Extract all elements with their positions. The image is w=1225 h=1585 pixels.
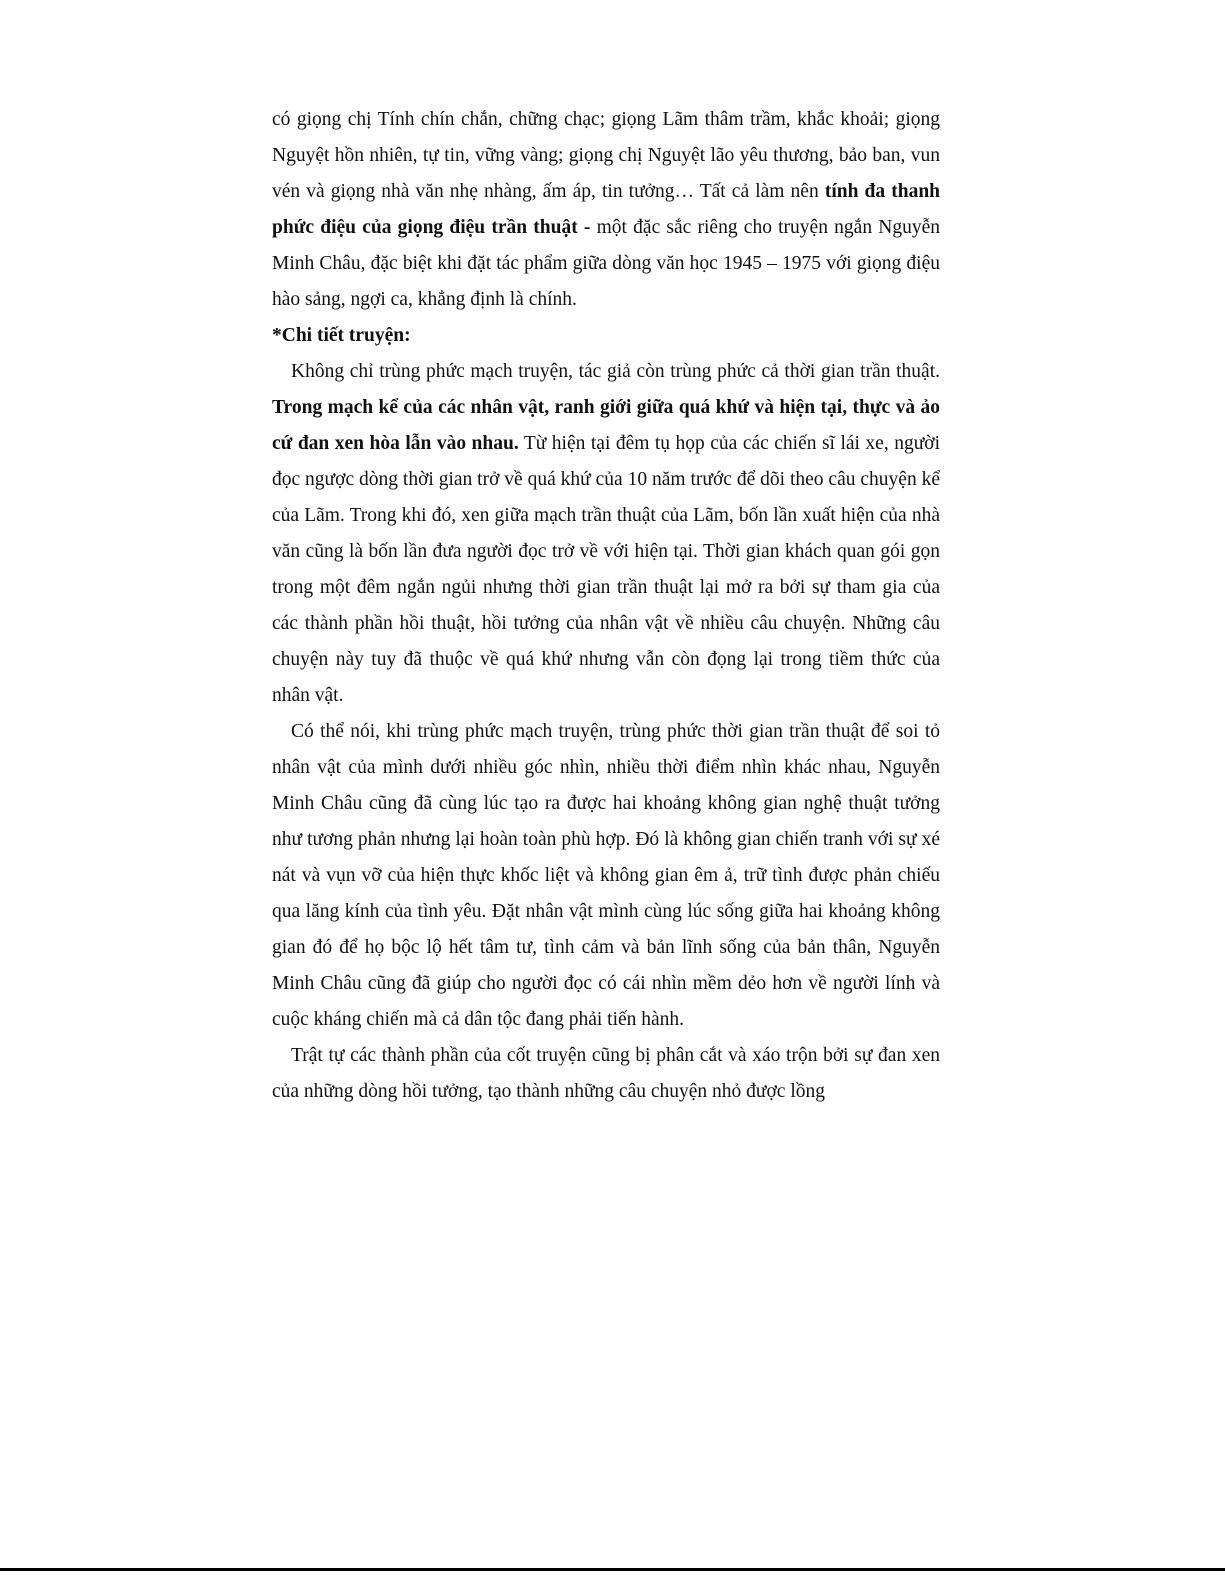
section-heading: *Chi tiết truyện: <box>272 325 411 346</box>
paragraph-1-text-start: có giọng chị Tính chín chắn, chững chạc; giọng Lãm thâm trầm, khắc khoải; giọng Nguyệt hồn nhiên, tự tin, vững vàng; giọng chị Nguyệt lão yêu thương, bảo ban, vun vén và giọng nhà văn nhẹ nhàng, ấm áp, tin tưởng… Tất cả làm nên <box>272 109 940 202</box>
paragraph-2 <box>272 354 940 714</box>
paragraph-4: Trật tự các thành phần của cốt truyện cũng bị phân cắt và xáo trộn bởi sự đan xen của những dòng hồi tưởng, tạo thành những câu chuyện nhỏ được lồng <box>272 1045 940 1102</box>
document-body <box>272 102 940 1110</box>
paragraph-2-bold-phrase: Trong mạch kể của các nhân vật, ranh giới giữa quá khứ và hiện tại, thực và ảo cứ đan xen hòa lẫn vào nhau. <box>272 397 940 454</box>
paragraph-1-bold-phrase: tính đa thanh phức điệu của giọng điệu trần thuật - <box>272 181 941 238</box>
bottom-border-line <box>0 1568 1225 1571</box>
paragraph-2-text-start: Không chỉ trùng phức mạch truyện, tác giả còn trùng phức cả thời gian trần thuật. <box>291 361 940 382</box>
paragraph-3: Có thể nói, khi trùng phức mạch truyện, trùng phức thời gian trần thuật để soi tỏ nhân vật của mình dưới nhiều góc nhìn, nhiều thời điểm nhìn khác nhau, Nguyễn Minh Châu cũng đã cùng lúc tạo ra được hai khoảng không gian nghệ thuật tưởng như tương phản nhưng lại hoàn toàn phù hợp. Đó là không gian chiến tranh với sự xé nát và vụn vỡ của hiện thực khốc liệt và không gian êm ả, trữ tình được phản chiếu qua lăng kính của tình yêu. Đặt nhân vật mình cùng lúc sống giữa hai khoảng không gian đó để họ bộc lộ hết tâm tư, tình cảm và bản lĩnh sống của bản thân, Nguyễn Minh Châu cũng đã giúp cho người đọc có cái nhìn mềm dẻo hơn về người lính và cuộc kháng chiến mà cả dân tộc đang phải tiến hành. <box>272 721 940 1030</box>
paragraph-1 <box>272 102 940 318</box>
paragraph-1-text-end: một đặc sắc riêng cho truyện ngắn Nguyễn Minh Châu, đặc biệt khi đặt tác phẩm giữa dòng văn học 1945 – 1975 với giọng điệu hào sảng, ngợi ca, khẳng định là chính. <box>272 217 941 310</box>
paragraph-2-text-end: Từ hiện tại đêm tụ họp của các chiến sĩ lái xe, người đọc ngược dòng thời gian trở về quá khứ của 10 năm trước để dõi theo câu chuyện kể của Lãm. Trong khi đó, xen giữa mạch trần thuật của Lãm, bốn lần xuất hiện của nhà văn cũng là bốn lần đưa người đọc trở về với hiện tại. Thời gian khách quan gói gọn trong một đêm ngắn ngủi nhưng thời gian trần thuật lại mở ra bởi sự tham gia của các thành phần hồi thuật, hồi tưởng của nhân vật về nhiều câu chuyện. Những câu chuyện này tuy đã thuộc về quá khứ nhưng vẫn còn đọng lại trong tiềm thức của nhân vật. <box>272 433 940 706</box>
